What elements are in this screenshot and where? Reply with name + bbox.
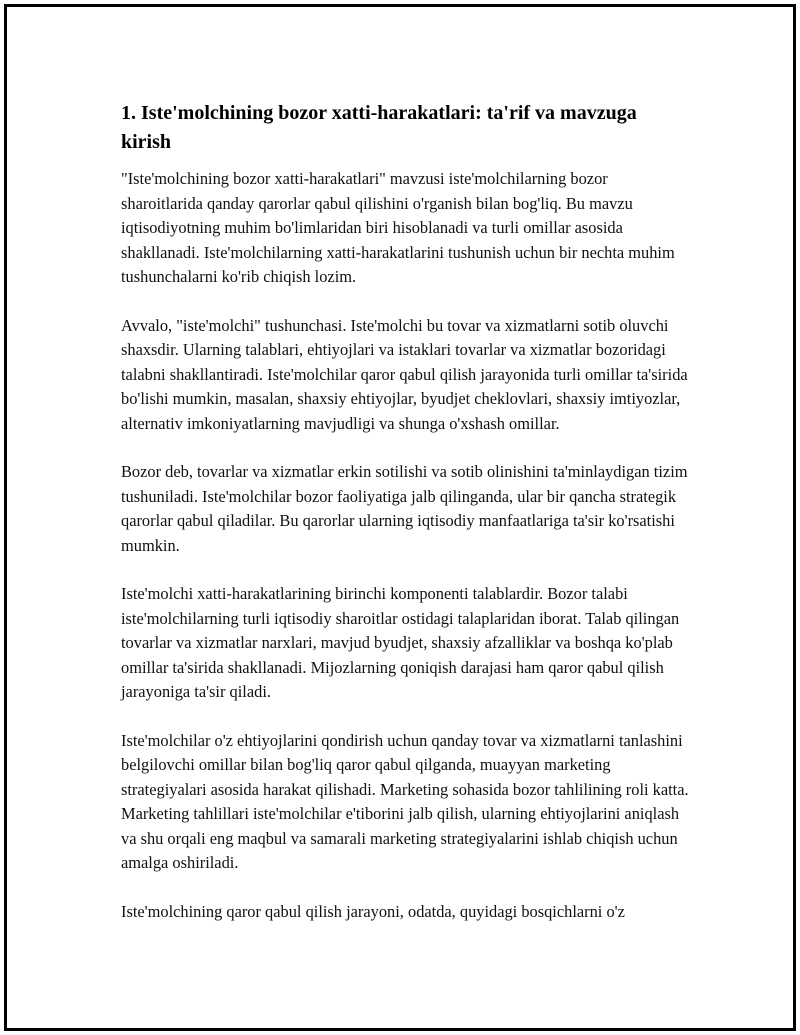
paragraph-decision-process: Iste'molchining qaror qabul qilish jarayoni, odatda, quyidagi bosqichlarni o'z: [121, 901, 625, 921]
paragraph-marketing: Iste'molchilar o'z ehtiyojlarini qondirish uchun qanday tovar va xizmatlarni tanlashini belgilovchi omillar bilan bog'liq qaror qabul qilganda, muayyan marketing strategiyalari asosida harakat qilishadi. Marketing sohasida bozor tahlilining roli katta. Marketing tahlillari iste'molchilar e'tiborini jalb qilish, ularning ehtiyojlarini aniqlash va shu orqali eng maqbul va samarali marketing strategiyalarini ishlab chiqish uchun amalga oshiriladi.: [121, 730, 689, 872]
paragraph-demand: Iste'molchi xatti-harakatlarining birinchi komponenti talablardir. Bozor talabi iste'molchilarning turli iqtisodiy sharoitlar ostidagi talaplaridan iborat. Talab qilingan tovarlar va xizmatlar narxlari, mavjud byudjet, shaxsiy afzalliklar va boshqa ko'plab omillar ta'sirida shakllanadi. Mijozlarning qoniqish darajasi ham qaror qabul qilish jarayoniga ta'sir qiladi.: [121, 584, 680, 701]
document-body: [121, 99, 691, 924]
section-heading: 1. Iste'molchining bozor xatti-harakatlari: ta'rif va mavzuga kirish: [121, 102, 637, 153]
paragraph-consumer-definition: Avvalo, "iste'molchi" tushunchasi. Iste'molchi bu tovar va xizmatlarni sotib oluvchi shaxsdir. Ularning talablari, ehtiyojlari va istaklari tovarlar va xizmatlar bozoridagi talabni shakllantiradi. Iste'molchilar qaror qabul qilish jarayonida turli omillar ta'sirida bo'lishi mumkin, masalan, shaxsiy ehtiyojlar, byudjet cheklovlari, shaxsiy imtiyozlar, alternativ imkoniyatlarning mavjudligi va shunga o'xshash omillar.: [121, 315, 688, 433]
page-frame: [4, 4, 796, 1031]
paragraph-market-definition: Bozor deb, tovarlar va xizmatlar erkin sotilishi va sotib olinishini ta'minlaydigan tizim tushuniladi. Iste'molchilar bozor faoliyatiga jalb qilinganda, ular bir qancha strategik qarorlar qabul qiladilar. Bu qarorlar ularning iqtisodiy manfaatlariga ta'sir ko'rsatishi mumkin.: [121, 462, 688, 555]
paragraph-intro: "Iste'molchining bozor xatti-harakatlari" mavzusi iste'molchilarning bozor sharoitlarida qanday qarorlar qabul qilishini o'rganish bilan bog'liq. Bu mavzu iqtisodiyotning muhim bo'limlaridan biri hisoblanadi va turli omillar asosida shakllanadi. Iste'molchilarning xatti-harakatlarini tushunish uchun bir nechta muhim tushunchalarni ko'rib chiqish lozim.: [121, 169, 675, 286]
